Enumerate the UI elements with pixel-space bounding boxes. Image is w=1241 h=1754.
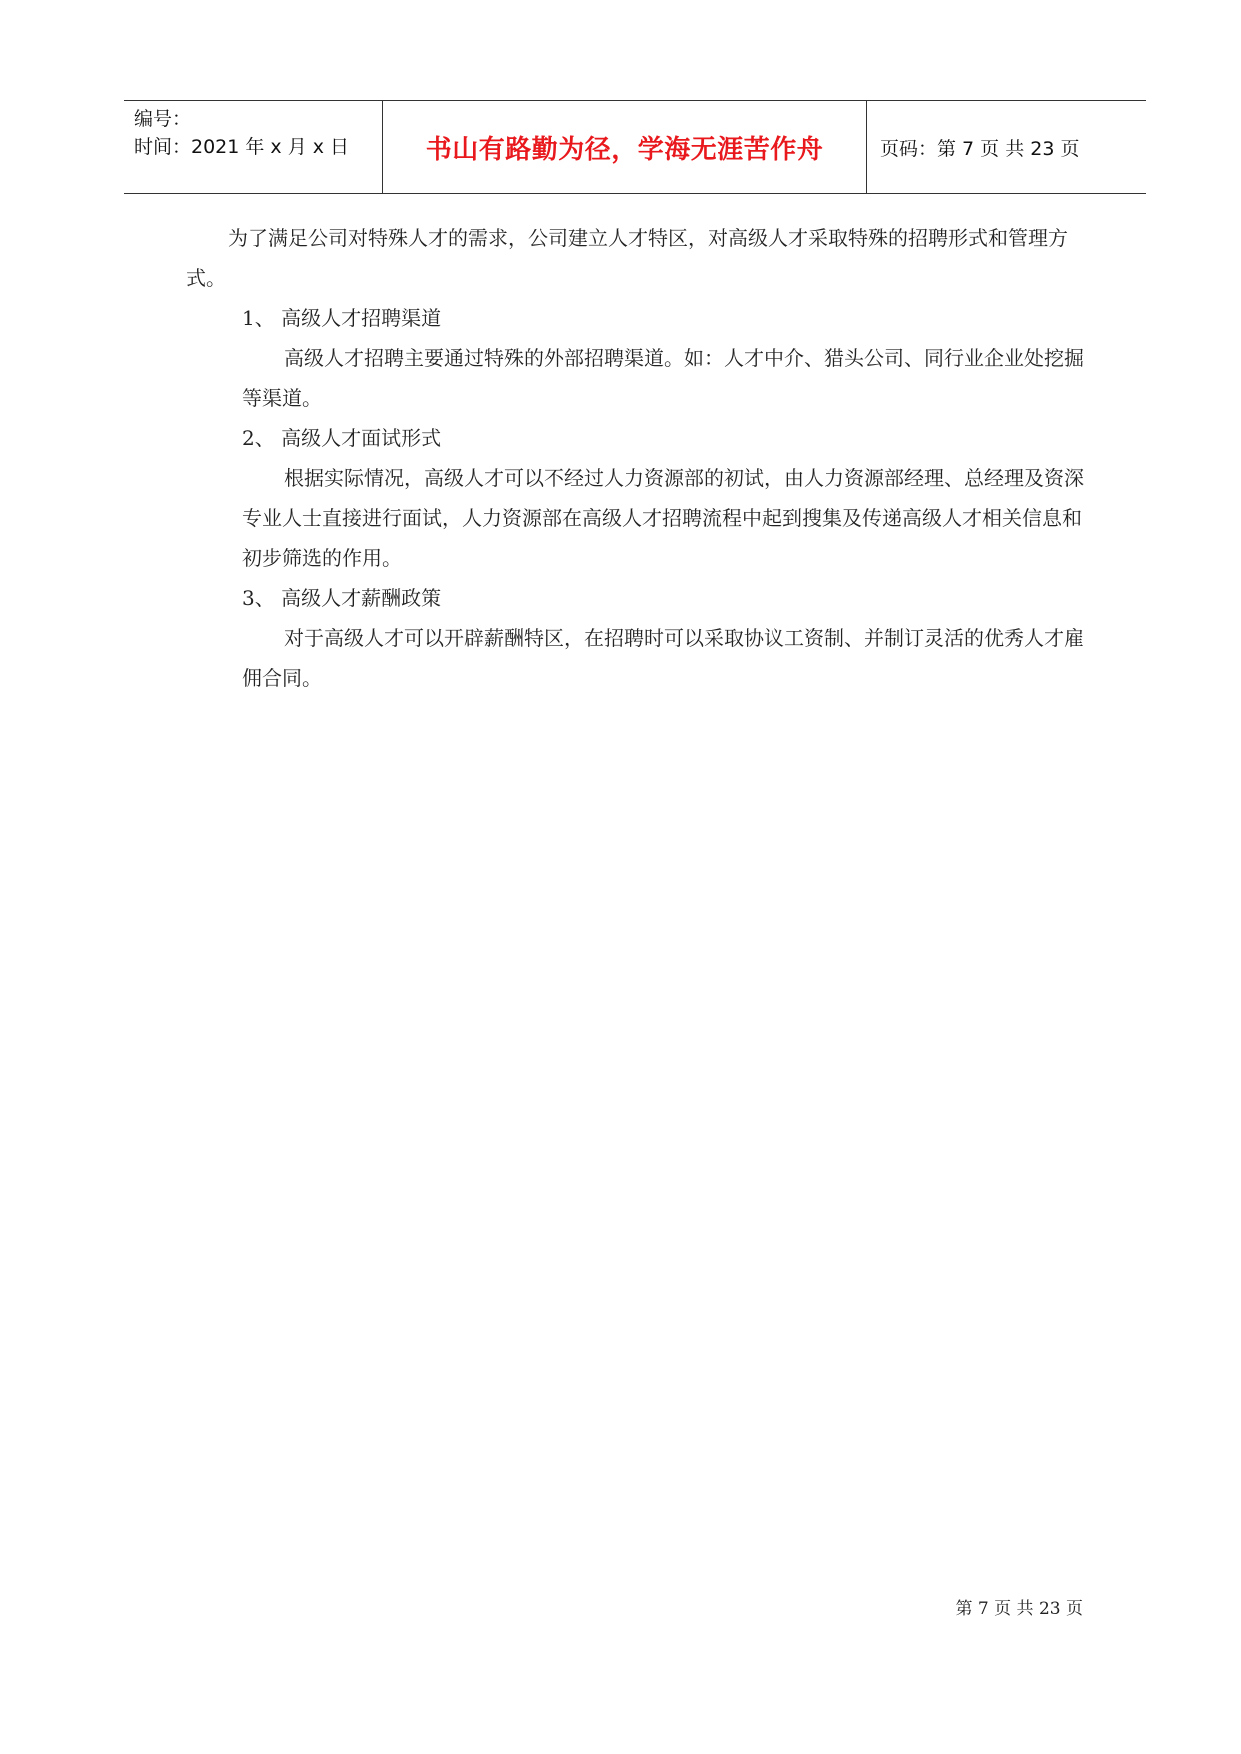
header-page-number: 页码：第 7 页 共 23 页 (880, 138, 1080, 160)
section-heading: 3、 高级人才薪酬政策 (242, 586, 442, 610)
section-body: 高级人才招聘主要通过特殊的外部招聘渠道。如：人才中介、猎头公司、同行业企业处挖掘等渠道。 (242, 346, 1084, 410)
header-divider-right (866, 101, 867, 194)
section-item (186, 578, 1086, 698)
section-item (186, 298, 1086, 418)
section-body: 对于高级人才可以开辟薪酬特区，在招聘时可以采取协议工资制、并制订灵活的优秀人才雇佣合同。 (242, 626, 1084, 690)
document-date-label: 时间：2021 年 x 月 x 日 (134, 136, 350, 158)
document-header (124, 100, 1146, 194)
section-heading: 1、 高级人才招聘渠道 (242, 306, 442, 330)
footer-page-number: 第 7 页 共 23 页 (955, 1599, 1083, 1619)
header-motto: 书山有路勤为径，学海无涯苦作舟 (425, 135, 824, 165)
header-meta (134, 105, 384, 161)
document-number-label: 编号： (134, 108, 192, 130)
section-body: 根据实际情况，高级人才可以不经过人力资源部的初试，由人力资源部经理、总经理及资深专业人士直接进行面试，人力资源部在高级人才招聘流程中起到搜集及传递高级人才相关信息和初步筛选的作用。 (242, 466, 1084, 570)
section-heading: 2、 高级人才面试形式 (242, 426, 442, 450)
intro-paragraph: 为了满足公司对特殊人才的需求，公司建立人才特区，对高级人才采取特殊的招聘形式和管理方式。 (186, 226, 1068, 290)
section-item (186, 418, 1086, 578)
document-body (186, 218, 1086, 698)
